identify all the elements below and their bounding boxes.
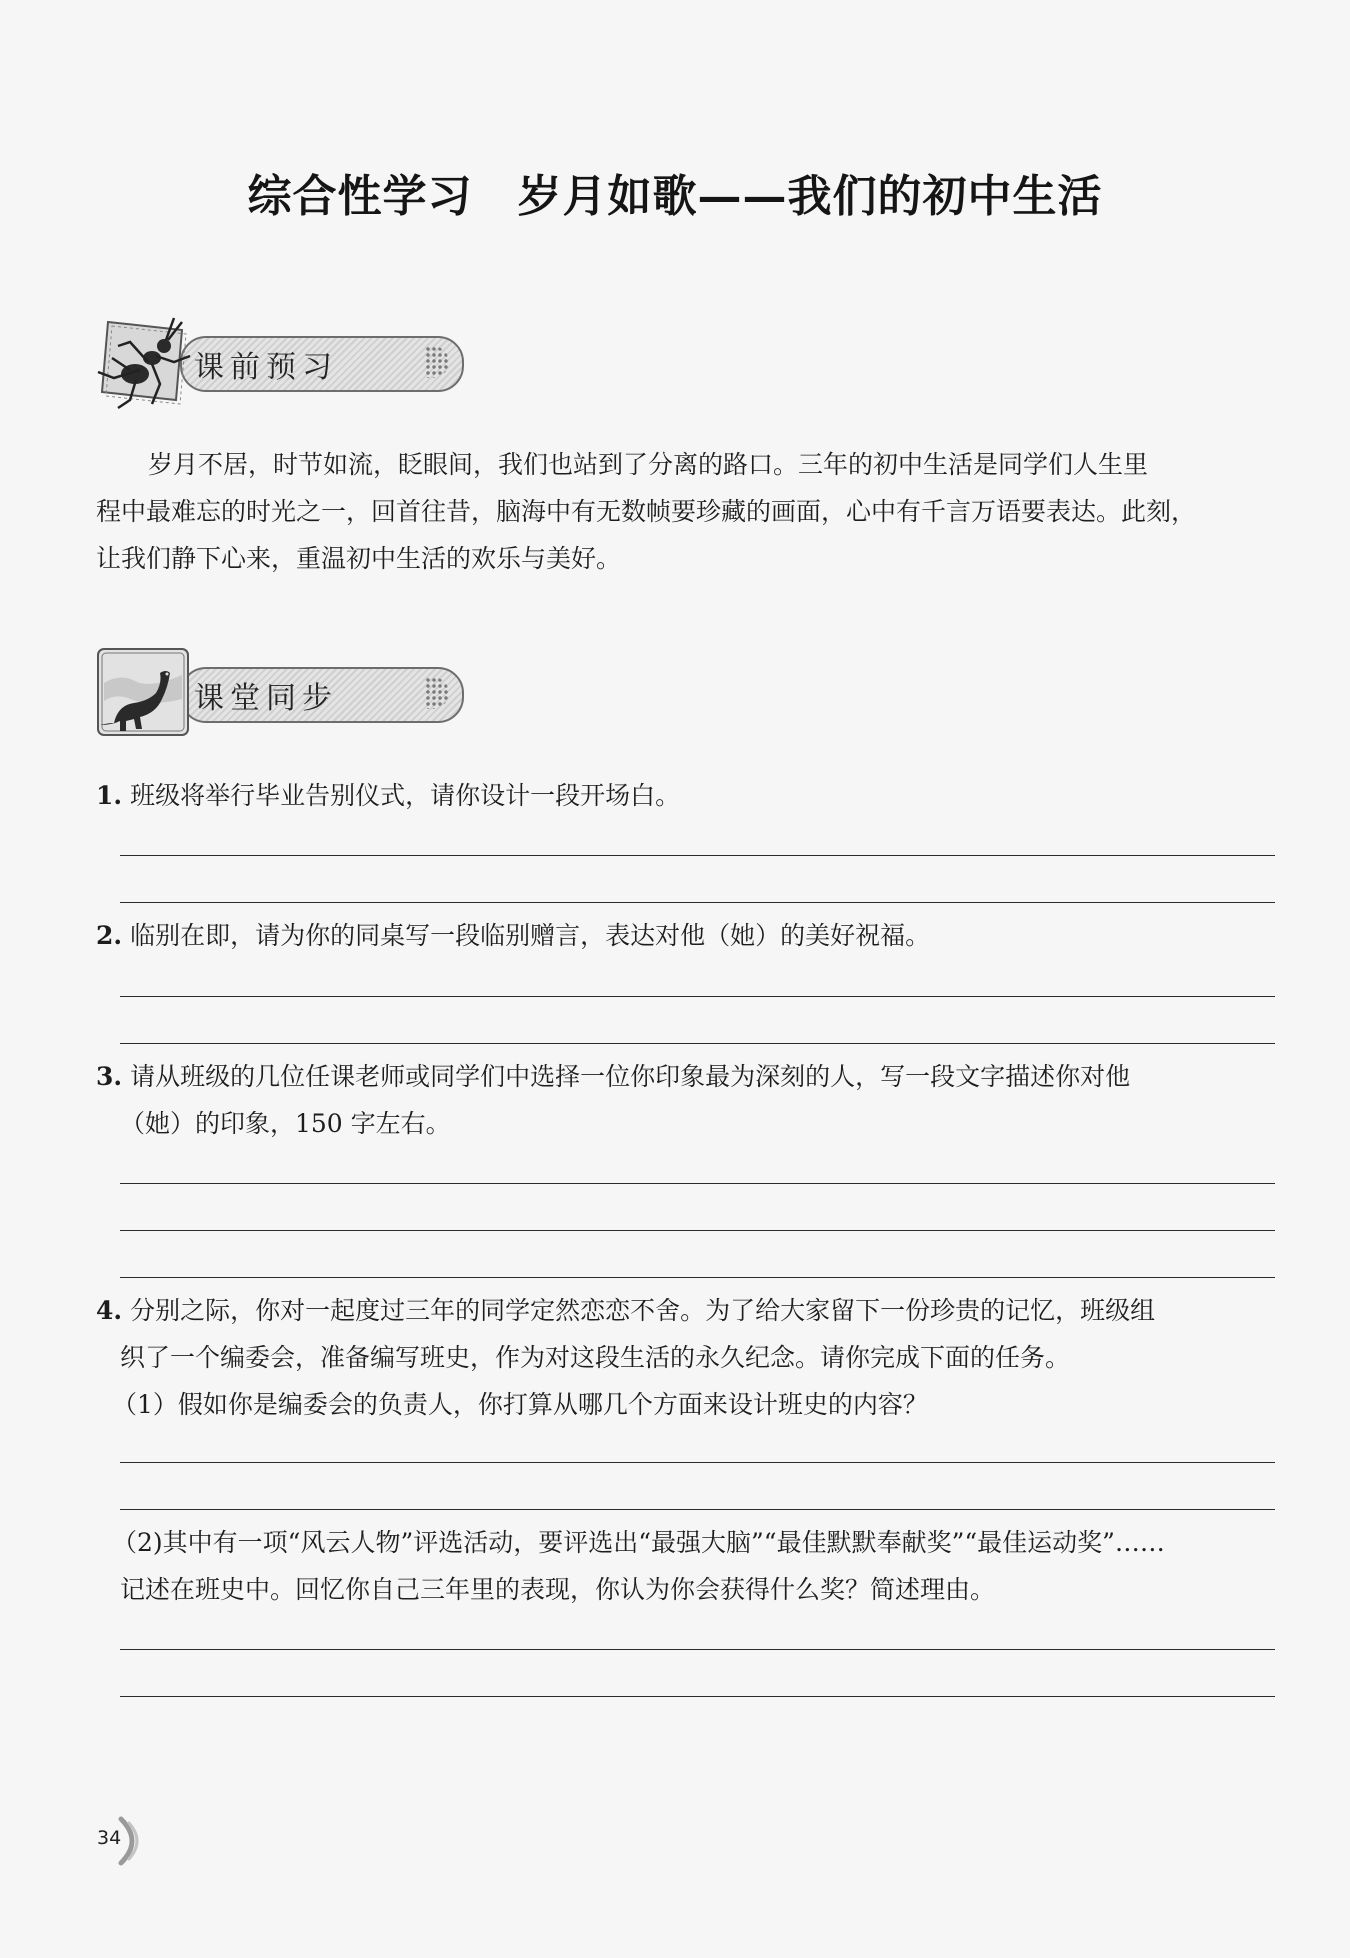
page-title: 综合性学习 岁月如歌——我们的初中生活 [247,171,1103,222]
answer-line[interactable] [120,996,1275,997]
answer-line[interactable] [120,1043,1275,1044]
question-text: 分别之际，你对一起度过三年的同学定然恋恋不舍。为了给大家留下一份珍贵的记忆，班级组 [130,1296,1156,1325]
answer-line[interactable] [120,1696,1275,1697]
dinosaur-icon [90,643,200,743]
question-number: 2. [96,921,123,950]
question-3 [96,1053,1276,1147]
answer-line[interactable] [120,1649,1275,1650]
page-number-badge [85,1815,145,1867]
answer-line[interactable] [120,902,1275,903]
question-text: 临别在即，请为你的同桌写一段临别赠言，表达对他（她）的美好祝福。 [130,921,931,950]
section-title-classroom: 课堂同步 [194,681,338,716]
question-1 [96,772,1276,819]
question-4 [96,1287,1276,1428]
sub-question-1: （1）假如你是编委会的负责人，你打算从哪几个方面来设计班史的内容？ [112,1390,928,1419]
question-2 [96,912,1276,959]
sub-question-text: （2)其中有一项“风云人物”评选活动，要评选出“最强大脑”“最佳默默奉献奖”“最佳运动奖”…… [112,1528,1165,1557]
page-number: 34 [97,1827,122,1849]
section-header-classroom [90,643,390,743]
question-number: 3. [96,1062,123,1091]
section-title-preview: 课前预习 [194,350,338,385]
preview-line: 岁月不居，时节如流，眨眼间，我们也站到了分离的路口。三年的初中生活是同学们人生里 [148,450,1149,479]
question-number: 4. [96,1296,123,1325]
answer-line[interactable] [120,1462,1275,1463]
preview-line: 让我们静下心来，重温初中生活的欢乐与美好。 [96,544,622,573]
preview-line: 程中最难忘的时光之一，回首往昔，脑海中有无数帧要珍藏的画面，心中有千言万语要表达。此刻， [96,497,1197,526]
question-text: 请从班级的几位任课老师或同学们中选择一位你印象最为深刻的人，写一段文字描述你对他 [130,1062,1131,1091]
ant-icon [90,312,200,412]
answer-line[interactable] [120,1277,1275,1278]
answer-line[interactable] [120,855,1275,856]
answer-line[interactable] [120,1509,1275,1510]
answer-line[interactable] [120,1230,1275,1231]
sub-question-text: 记述在班史中。回忆你自己三年里的表现，你认为你会获得什么奖？简述理由。 [120,1575,996,1604]
section-header-preview [90,312,390,412]
question-text: （她）的印象，150 字左右。 [120,1109,451,1138]
sub-question-2 [96,1519,1276,1613]
question-text: 织了一个编委会，准备编写班史，作为对这段生活的永久纪念。请你完成下面的任务。 [120,1343,1071,1372]
question-text: 班级将举行毕业告别仪式，请你设计一段开场白。 [130,781,681,810]
preview-paragraph [96,441,1274,582]
question-number: 1. [96,781,123,810]
answer-line[interactable] [120,1183,1275,1184]
